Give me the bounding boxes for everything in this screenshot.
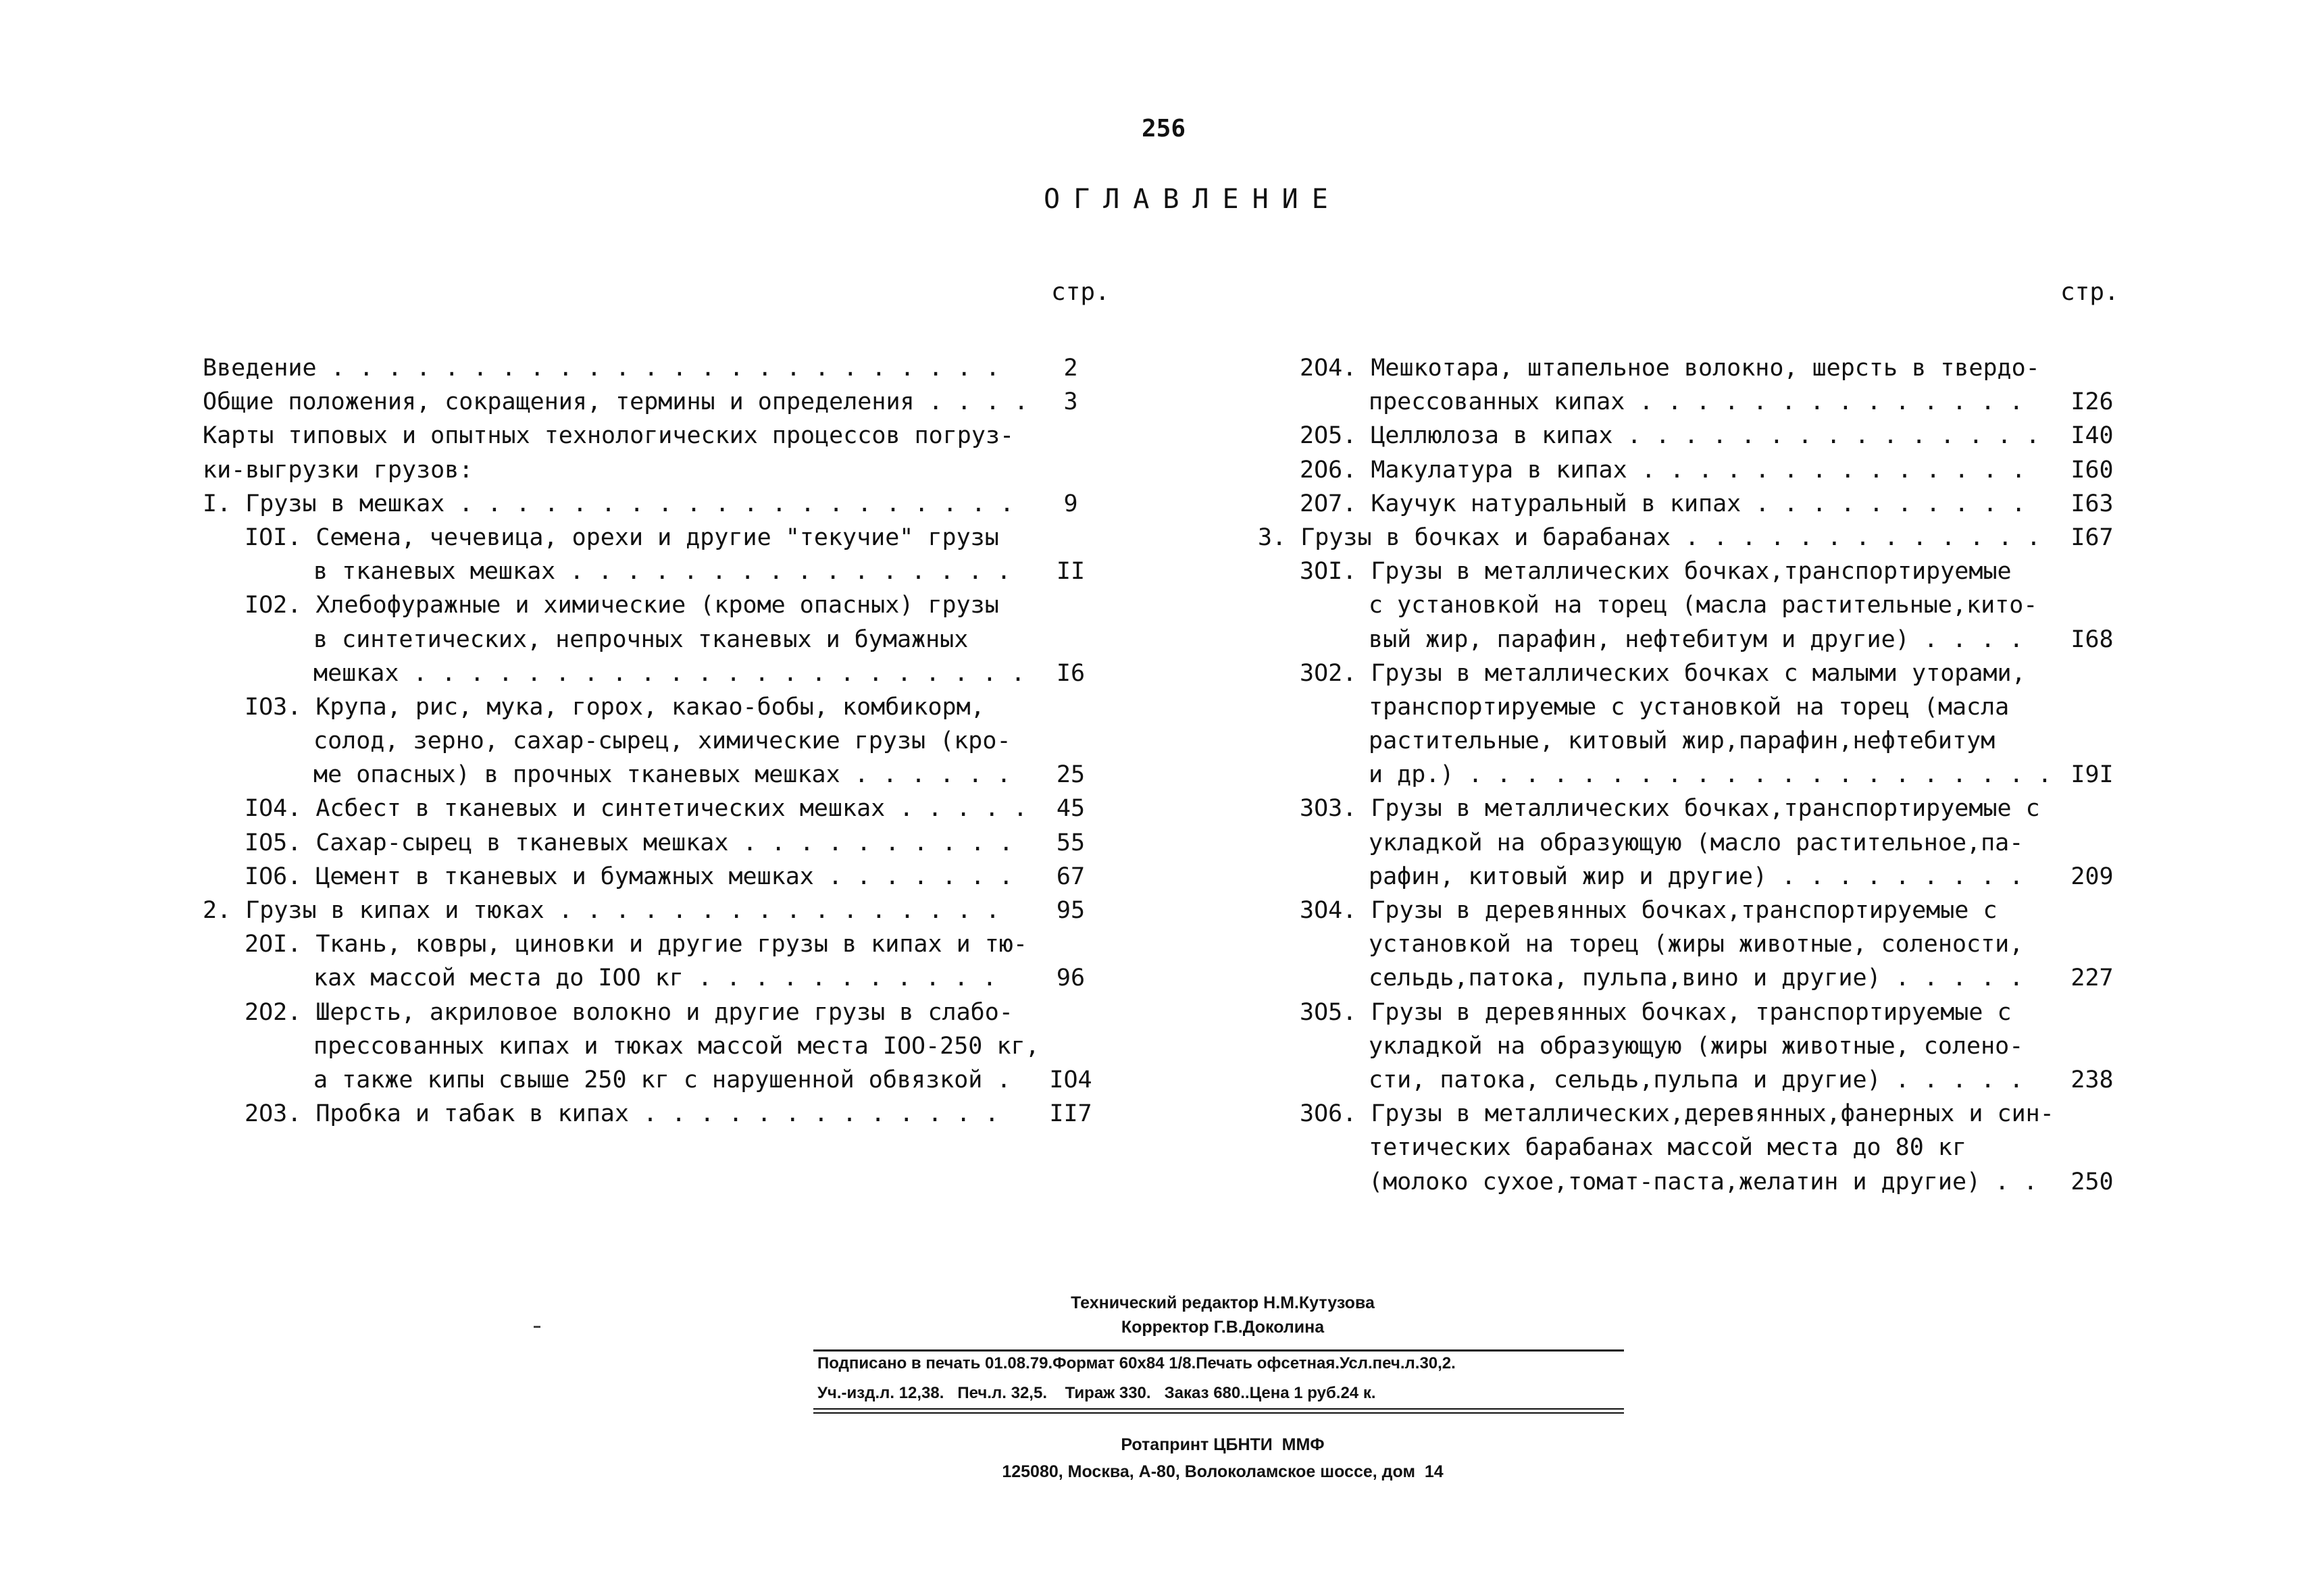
toc-entry-text: 3O3. Грузы в металлических бочках,транспортируемые с xyxy=(1300,795,2040,823)
toc-entry-text: 2O4. Мешкотара, штапельное волокно, шерсть в твердо- xyxy=(1300,355,2040,382)
toc-entry xyxy=(203,521,1108,555)
toc-title: ОГЛАВЛЕНИЕ xyxy=(1044,184,1342,215)
toc-entry xyxy=(1258,860,2129,894)
toc-entry-page: 3 xyxy=(1063,388,1078,416)
toc-entry-text: I. Грузы в мешках . . . . . . . . . . . . . . . . . . . . xyxy=(203,490,1015,517)
toc-entry-page: I60 xyxy=(2070,456,2114,484)
toc-entry xyxy=(203,860,1108,894)
toc-entry-page: I26 xyxy=(2070,388,2114,416)
page-number: 256 xyxy=(1142,115,1186,143)
imprint-rule-bottom xyxy=(813,1412,1624,1414)
toc-entry-page: 95 xyxy=(1056,897,1086,924)
toc-entry-text: мешках . . . . . . . . . . . . . . . . . . . . . . xyxy=(313,659,1025,687)
toc-entry xyxy=(203,826,1108,860)
imprint-proofreader: Корректор Г.В.Доколина xyxy=(1121,1318,1325,1337)
toc-left-column xyxy=(203,351,1108,1131)
toc-entry-text: (молоко сухое,томат-паста,желатин и другие) . . xyxy=(1369,1168,2038,1195)
toc-entry-text: тетических барабанах массой места до 80 кг xyxy=(1369,1134,1967,1162)
toc-entry-text: 2. Грузы в кипах и тюках . . . . . . . . . . . . . . . . xyxy=(203,897,1000,924)
toc-entry-text: 3O5. Грузы в деревянных бочках, транспортируемые с xyxy=(1300,998,2012,1026)
toc-entry-text: укладкой на образующую (жиры животные, солено- xyxy=(1369,1032,2024,1060)
toc-entry-text: 3OI. Грузы в металлических бочках,транспортируемые xyxy=(1300,558,2012,586)
toc-entry-text: Введение . . . . . . . . . . . . . . . . . . . . . . . . xyxy=(203,355,1000,382)
toc-entry-page: 2 xyxy=(1063,355,1078,382)
imprint-print-line-2: Уч.-изд.л. 12,38. Печ.л. 32,5. Тираж 330. Заказ 680..Цена 1 руб.24 к. xyxy=(817,1384,1376,1402)
toc-entry xyxy=(1258,588,2129,622)
toc-entry-text: укладкой на образующую (масло растительное,па- xyxy=(1369,829,2024,856)
toc-entry xyxy=(1258,1131,2129,1164)
toc-entry xyxy=(203,758,1108,792)
toc-entry-text: в синтетических, непрочных тканевых и бумажных xyxy=(313,625,969,653)
imprint-rule-mid xyxy=(813,1408,1624,1410)
toc-entry-page: II7 xyxy=(1049,1100,1092,1128)
toc-entry-page: I68 xyxy=(2070,625,2114,653)
toc-entry-text: с установкой на торец (масла растительные,кито- xyxy=(1369,592,2038,619)
toc-entry-text: IO5. Сахар-сырец в тканевых мешках . . . . . . . . . . xyxy=(245,829,1013,856)
toc-entry xyxy=(1258,1165,2129,1199)
toc-entry-text: 2O2. Шерсть, акриловое волокно и другие грузы в слабо- xyxy=(245,998,1013,1026)
toc-entry xyxy=(203,588,1108,622)
toc-entry xyxy=(203,792,1108,825)
toc-entry-page: 45 xyxy=(1056,795,1086,823)
imprint-address: 125080, Москва, А-80, Волоколамское шоссе, дом 14 xyxy=(1002,1462,1444,1481)
toc-entry-text: установкой на торец (жиры животные, солености, xyxy=(1369,931,2024,958)
toc-entry xyxy=(1258,724,2129,758)
toc-entry xyxy=(203,961,1108,995)
toc-entry xyxy=(203,724,1108,758)
toc-entry-text: ках массой места до IOO кг . . . . . . . . . . . xyxy=(313,964,997,992)
toc-entry xyxy=(1258,690,2129,724)
toc-entry xyxy=(203,927,1108,961)
toc-entry-text: солод, зерно, сахар-сырец, химические грузы (кро- xyxy=(313,727,1011,755)
toc-entry xyxy=(1258,758,2129,792)
toc-entry-page: IO4 xyxy=(1049,1066,1092,1093)
toc-entry-page: I9I xyxy=(2070,761,2114,789)
toc-entry-text: ме опасных) в прочных тканевых мешках . . . . . . xyxy=(313,761,1011,789)
toc-entry xyxy=(1258,961,2129,995)
toc-entry-text: прессованных кипах . . . . . . . . . . . . . . xyxy=(1369,388,2024,416)
toc-entry-text: IO4. Асбест в тканевых и синтетических мешках . . . . . xyxy=(245,795,1027,823)
toc-entry xyxy=(1258,453,2129,487)
toc-entry-text: в тканевых мешках . . . . . . . . . . . . . . . . xyxy=(313,558,1011,586)
imprint-print-line-1: Подписано в печать 01.08.79.Формат 60x84 1/8.Печать офсетная.Усл.печ.л.30,2. xyxy=(817,1354,1456,1372)
toc-entry xyxy=(1258,487,2129,521)
toc-entry-page: 238 xyxy=(2070,1066,2114,1093)
toc-entry xyxy=(1258,657,2129,690)
toc-entry-page: 227 xyxy=(2070,964,2114,992)
toc-entry-page: 55 xyxy=(1056,829,1086,856)
toc-entry-text: 3O6. Грузы в металлических,деревянных,фанерных и син- xyxy=(1300,1100,2054,1128)
toc-entry-page: 9 xyxy=(1063,490,1078,517)
toc-entry-text: Общие положения, сокращения, термины и определения . . . . xyxy=(203,388,1029,416)
toc-entry xyxy=(203,1063,1108,1097)
toc-entry xyxy=(203,487,1108,521)
toc-entry xyxy=(1258,623,2129,657)
toc-entry-text: 2O5. Целлюлоза в кипах . . . . . . . . . . . . . . . xyxy=(1300,422,2040,450)
toc-entry-text: транспортируемые с установкой на торец (масла xyxy=(1369,693,2010,721)
toc-entry xyxy=(203,623,1108,657)
imprint-editor: Технический редактор Н.М.Кутузова xyxy=(1071,1293,1375,1312)
toc-entry-page: 25 xyxy=(1056,761,1086,789)
toc-entry xyxy=(203,419,1108,453)
toc-entry-page: I40 xyxy=(2070,422,2114,450)
toc-entry xyxy=(1258,419,2129,453)
toc-entry-text: 3O4. Грузы в деревянных бочках,транспортируемые с xyxy=(1300,897,1998,924)
toc-entry xyxy=(1258,927,2129,961)
toc-entry-text: растительные, китовый жир,парафин,нефтебитум xyxy=(1369,727,1996,755)
imprint-printer: Ротапринт ЦБНТИ ММФ xyxy=(1121,1435,1325,1454)
toc-entry xyxy=(203,996,1108,1029)
scan-speck xyxy=(534,1326,540,1328)
toc-entry xyxy=(203,385,1108,419)
toc-entry xyxy=(1258,1063,2129,1097)
toc-entry xyxy=(203,1097,1108,1131)
toc-entry xyxy=(1258,826,2129,860)
toc-entry-page: I6 xyxy=(1056,659,1086,687)
toc-right-column xyxy=(1258,351,2129,1199)
toc-entry-text: прессованных кипах и тюках массой места IOO-250 кг, xyxy=(313,1032,1040,1060)
right-column-page-header: стр. xyxy=(2060,278,2119,306)
left-column-page-header: стр. xyxy=(1051,278,1110,306)
toc-entry xyxy=(1258,894,2129,927)
toc-entry xyxy=(1258,555,2129,588)
toc-entry xyxy=(203,555,1108,588)
toc-entry xyxy=(1258,1029,2129,1063)
toc-entry xyxy=(203,690,1108,724)
toc-entry xyxy=(1258,521,2129,555)
toc-entry xyxy=(203,453,1108,487)
toc-entry-text: сельдь,патока, пульпа,вино и другие) . . . . . xyxy=(1369,964,2024,992)
toc-entry xyxy=(1258,385,2129,419)
toc-entry xyxy=(1258,996,2129,1029)
toc-entry xyxy=(203,657,1108,690)
toc-entry-page: 96 xyxy=(1056,964,1086,992)
toc-entry-text: IOI. Семена, чечевица, орехи и другие "текучие" грузы xyxy=(245,523,999,551)
toc-entry xyxy=(203,351,1108,385)
toc-entry-page: 250 xyxy=(2070,1168,2114,1195)
toc-entry-text: сти, патока, сельдь,пульпа и другие) . . . . . xyxy=(1369,1066,2024,1093)
toc-entry-text: IO2. Хлебофуражные и химические (кроме опасных) грузы xyxy=(245,592,999,619)
toc-entry xyxy=(1258,792,2129,825)
toc-entry xyxy=(203,894,1108,927)
toc-entry-page: I67 xyxy=(2070,523,2114,551)
toc-entry-text: а также кипы свыше 250 кг с нарушенной обвязкой . xyxy=(313,1066,1011,1093)
toc-entry-text: 2OI. Ткань, ковры, циновки и другие грузы в кипах и тю- xyxy=(245,931,1027,958)
toc-entry-text: рафин, китовый жир и другие) . . . . . . . . . xyxy=(1369,863,2024,890)
toc-entry xyxy=(1258,351,2129,385)
toc-entry-text: 3. Грузы в бочках и барабанах . . . . . . . . . . . . . xyxy=(1258,523,2041,551)
toc-entry xyxy=(1258,1097,2129,1131)
toc-entry-page: II xyxy=(1056,558,1086,586)
toc-entry-page: I63 xyxy=(2070,490,2114,517)
toc-entry-text: 2O6. Макулатура в кипах . . . . . . . . . . . . . . xyxy=(1300,456,2026,484)
toc-entry-page: 67 xyxy=(1056,863,1086,890)
toc-entry-text: IO6. Цемент в тканевых и бумажных мешках . . . . . . . xyxy=(245,863,1013,890)
toc-entry-page: 209 xyxy=(2070,863,2114,890)
toc-entry-text: 2O3. Пробка и табак в кипах . . . . . . . . . . . . . xyxy=(245,1100,999,1128)
toc-entry-text: 3O2. Грузы в металлических бочках с малыми уторами, xyxy=(1300,659,2026,687)
toc-entry-text: 2O7. Каучук натуральный в кипах . . . . . . . . . . xyxy=(1300,490,2026,517)
toc-entry-text: IO3. Крупа, рис, мука, горох, какао-бобы, комбикорм, xyxy=(245,693,985,721)
toc-entry-text: Карты типовых и опытных технологических процессов погруз- xyxy=(203,422,1015,450)
imprint-top-rule xyxy=(813,1349,1624,1352)
toc-entry-text: и др.) . . . . . . . . . . . . . . . . . . . . . xyxy=(1369,761,2052,789)
toc-entry-text: вый жир, парафин, нефтебитум и другие) . . . . xyxy=(1369,625,2024,653)
toc-entry-text: ки-выгрузки грузов: xyxy=(203,456,474,484)
toc-entry xyxy=(203,1029,1108,1063)
